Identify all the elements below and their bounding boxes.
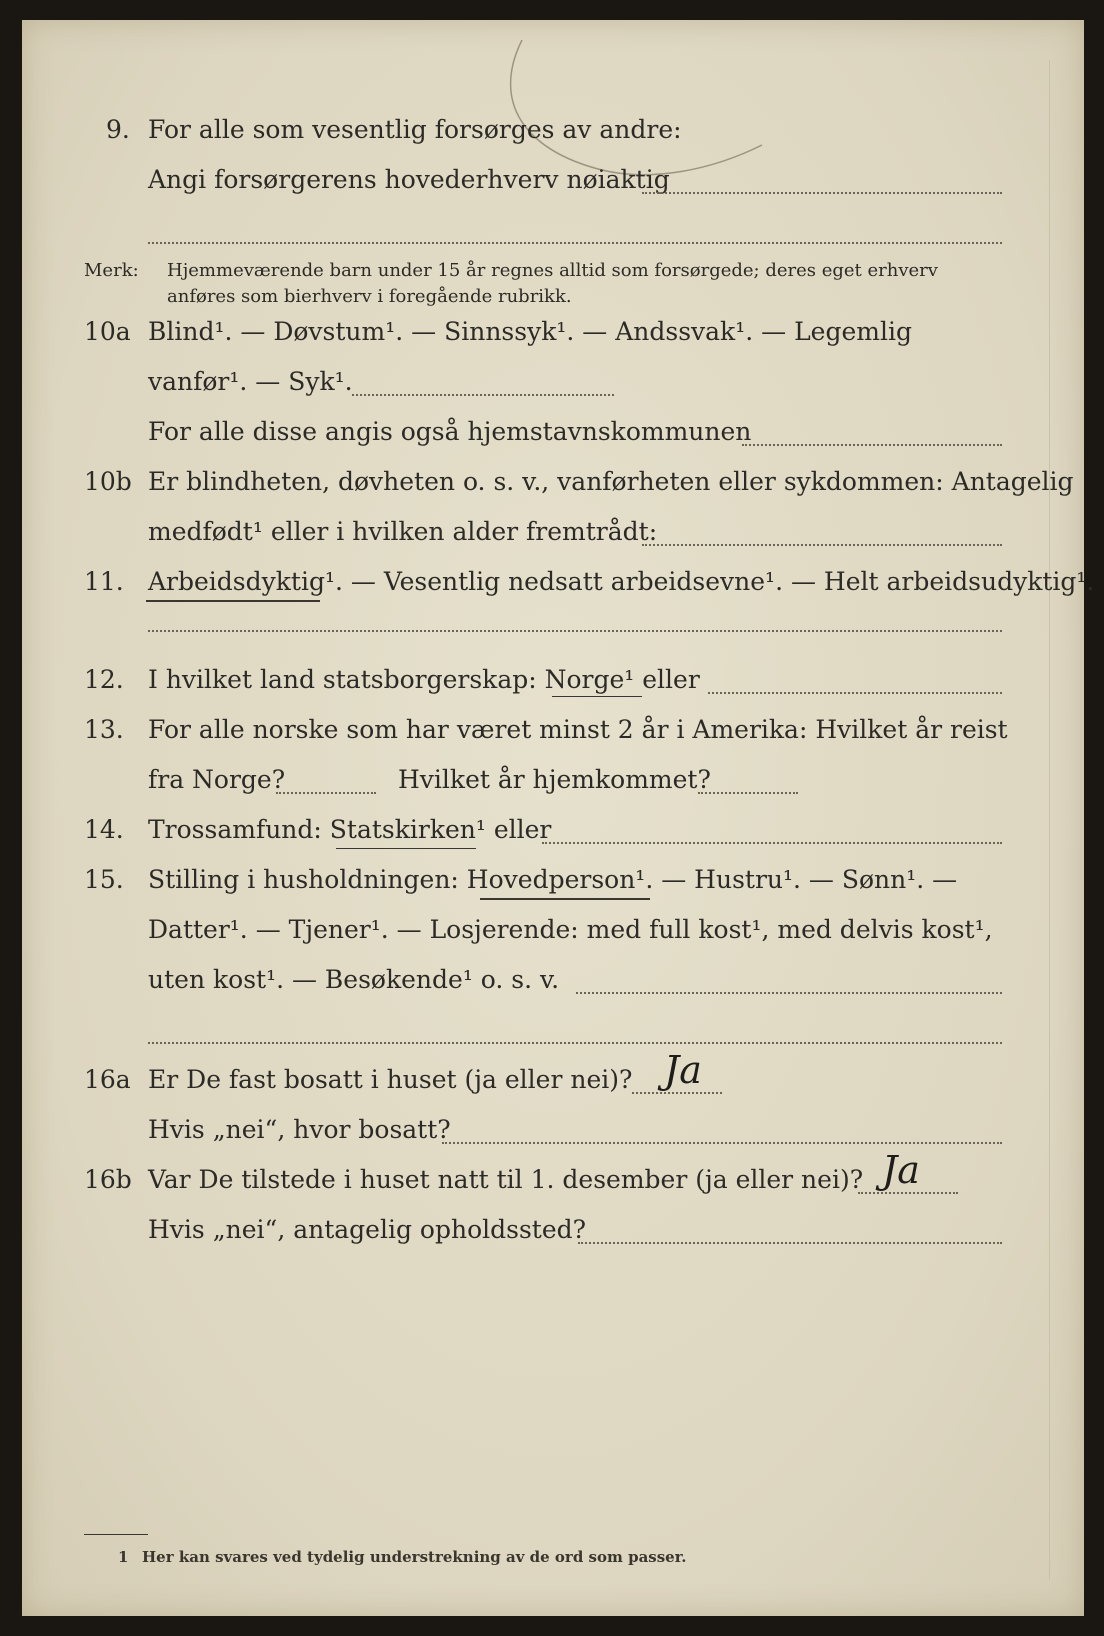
q9-answer-line-2[interactable] xyxy=(148,242,1002,244)
footnote-rule xyxy=(84,1534,148,1535)
q16b-answer-line[interactable] xyxy=(858,1192,958,1194)
q15-line1: Stilling i husholdningen: Hovedperson¹. — Hustru¹. — Sønn¹. — xyxy=(148,865,958,894)
q14-answer-line[interactable] xyxy=(542,842,1002,844)
q10b-line1: Er blindheten, døvheten o. s. v., vanførheten eller sykdommen: Antagelig xyxy=(148,467,1074,496)
q11-underline-arbeidsdyktig xyxy=(146,600,320,602)
q10b-answer-line[interactable] xyxy=(642,544,1002,546)
q16a-line2: Hvis „nei“, hvor bosatt? xyxy=(148,1115,451,1144)
q9-line1: For alle som vesentlig forsørges av andre: xyxy=(148,115,682,144)
q15-number: 15. xyxy=(84,865,124,894)
q15-line3: uten kost¹. — Besøkende¹ o. s. v. xyxy=(148,965,560,994)
q14-number: 14. xyxy=(84,815,124,844)
q10b-line2: medfødt¹ eller i hvilken alder fremtrådt: xyxy=(148,517,658,546)
q10a-number: 10a xyxy=(84,317,131,346)
q11-number: 11. xyxy=(84,567,124,596)
q13-number: 13. xyxy=(84,715,124,744)
q15-line2: Datter¹. — Tjener¹. — Losjerende: med full kost¹, med delvis kost¹, xyxy=(148,915,993,944)
q10a-line3: For alle disse angis også hjemstavnskommunen xyxy=(148,417,752,446)
q11-answer-line[interactable] xyxy=(148,630,1002,632)
q10a-line1: Blind¹. — Døvstum¹. — Sinnssyk¹. — Andssvak¹. — Legemlig xyxy=(148,317,912,346)
q10a-answer-line-2[interactable] xyxy=(742,444,1002,446)
q15-answer-line[interactable] xyxy=(576,992,1002,994)
q16b-opholdssted-answer-line[interactable] xyxy=(578,1242,1002,1244)
q13-line2b: Hvilket år hjemkommet? xyxy=(398,765,711,794)
q16b-line2: Hvis „nei“, antagelig opholdssted? xyxy=(148,1215,587,1244)
q16a-bosatt-answer-line[interactable] xyxy=(442,1142,1002,1144)
q16a-number: 16a xyxy=(84,1065,131,1094)
q15-answer-line-2[interactable] xyxy=(148,1042,1002,1044)
q9-answer-line[interactable] xyxy=(642,192,1002,194)
q16b-handwritten-answer: Ja xyxy=(882,1148,920,1192)
q16b-number: 16b xyxy=(84,1165,132,1194)
q16a-handwritten-answer: Ja xyxy=(664,1048,702,1092)
q10b-number: 10b xyxy=(84,467,132,496)
q12-number: 12. xyxy=(84,665,124,694)
footnote-mark: 1 xyxy=(118,1548,129,1566)
q9-line2: Angi forsørgerens hovederhverv nøiaktig xyxy=(148,165,670,194)
q9-number: 9. xyxy=(106,115,130,144)
footnote-text: Her kan svares ved tydelig understrekning av de ord som passer. xyxy=(142,1548,687,1566)
q13-reist-answer-line[interactable] xyxy=(276,792,376,794)
q13-hjemkommet-answer-line[interactable] xyxy=(698,792,798,794)
q12-underline-norge xyxy=(552,696,642,697)
q14-line1: Trossamfund: Statskirken¹ eller xyxy=(148,815,552,844)
q13-line2a: fra Norge? xyxy=(148,765,286,794)
q14-underline-statskirken xyxy=(336,848,476,849)
q12-line1: I hvilket land statsborgerskap: Norge¹ eller xyxy=(148,665,700,694)
merk-line2: anføres som bierhverv i foregående rubrikk. xyxy=(167,286,572,307)
q11-line1: Arbeidsdyktig¹. — Vesentlig nedsatt arbeidsevne¹. — Helt arbeidsudyktig¹. xyxy=(148,567,1095,596)
q16a-line1: Er De fast bosatt i huset (ja eller nei)? xyxy=(148,1065,633,1094)
q16a-answer-line[interactable] xyxy=(632,1092,722,1094)
census-form-page xyxy=(22,20,1095,1616)
q10a-line2: vanfør¹. — Syk¹. xyxy=(148,367,353,396)
q10a-answer-line[interactable] xyxy=(352,394,614,396)
q16b-line1: Var De tilstede i huset natt til 1. desember (ja eller nei)? xyxy=(148,1165,864,1194)
q13-line1: For alle norske som har været minst 2 år i Amerika: Hvilket år reist xyxy=(148,715,1008,744)
page-edge-line xyxy=(1049,60,1050,1580)
merk-line1: Hjemmeværende barn under 15 år regnes alltid som forsørgede; deres eget erhverv xyxy=(167,260,938,281)
q12-answer-line[interactable] xyxy=(708,692,1002,694)
q15-underline-hovedperson xyxy=(480,898,650,900)
merk-label: Merk: xyxy=(84,260,139,281)
